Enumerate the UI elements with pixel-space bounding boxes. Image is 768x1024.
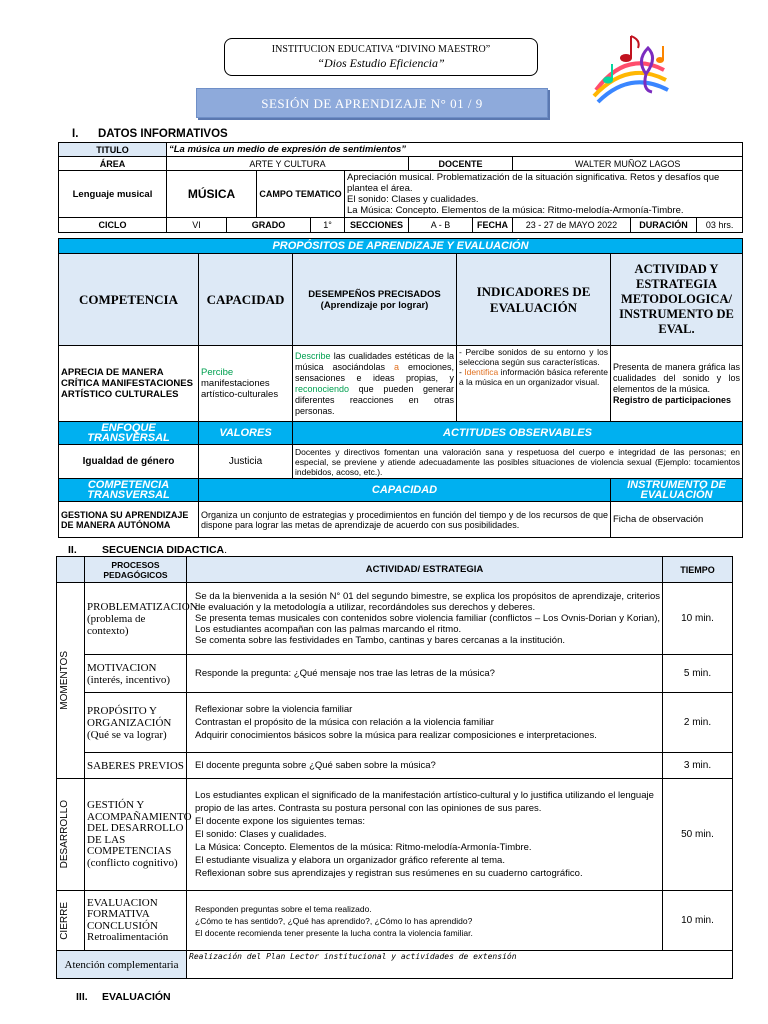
cierre-cell [57, 891, 85, 951]
comp-trans-value: GESTIONA SU APRENDIZAJE DE MANERA AUTÓNOMA [59, 502, 199, 538]
capacidad-bar: CAPACIDAD [199, 479, 611, 502]
tiempo-gestion: 50 min. [663, 779, 733, 891]
secciones-label: SECCIONES [345, 218, 409, 233]
proceso-sub: Retroalimentación [87, 931, 169, 943]
desempeno-verb-2: reconociendo [295, 383, 350, 394]
h-procesos: PROCESOS PEDAGÓGICOS [85, 557, 187, 583]
actividad-line: Responden preguntas sobre el tema realizado. [195, 903, 372, 914]
grado-value: 1° [311, 218, 345, 233]
desempeno-a: a [393, 361, 399, 372]
tiempo-problematizacion: 10 min. [663, 583, 733, 655]
tiempo-evaluacion: 10 min. [663, 891, 733, 951]
atencion-text: Realización del Plan Lector institucional y actividades de extensión [187, 951, 733, 979]
ciclo-value: VI [167, 218, 227, 233]
section-1-number: I. [72, 128, 79, 140]
actividad-line: Responde la pregunta: ¿Qué mensaje nos trae las letras de la música? [195, 668, 495, 679]
section-2-title: SECUENCIA DIDACTICA [102, 544, 225, 556]
campo-tematico-label: CAMPO TEMATICO [257, 171, 345, 218]
comp-trans-bar: COMPETENCIA TRANSVERSAL [59, 479, 199, 502]
actividad-line: El docente pregunta sobre ¿Qué saben sobre la música? [195, 760, 436, 771]
momentos-cell [57, 583, 85, 779]
instrumento-trans-value: Ficha de observación [611, 502, 743, 538]
atencion-label: Atención complementaria [57, 951, 187, 979]
duracion-label: DURACIÓN [631, 218, 697, 233]
grado-label: GRADO [227, 218, 311, 233]
actitud-value: Docentes y directivos fomentan una valoración sana y respetuosa del cuerpo e integridad de las personas; en especial, se previene y atiende adecuadamente las posibles situaciones de violencia sexual (Ejemplo: tocamientos indebidos, acoso, etc.). [293, 445, 743, 479]
music-notes-logo [586, 30, 672, 110]
fecha-value: 23 - 27 de MAYO 2022 [513, 218, 631, 233]
propositos-bar: PROPÓSITOS DE APRENDIZAJE Y EVALUACIÓN [59, 239, 743, 254]
section-3-title: EVALUACIÓN [102, 991, 171, 1003]
actividad-saberes [187, 753, 663, 779]
campo-line: La Música: Concepto. Elementos de la música: Ritmo-melodía-Armonía-Timbre. [347, 205, 684, 216]
tiempo-saberes: 3 min. [663, 753, 733, 779]
proceso-gestion [85, 779, 192, 891]
propositos-table [58, 238, 743, 538]
indicador-1-text: Percibe sonidos de su entorno y los selecciona según sus características. [459, 347, 608, 367]
actividad-line: Los estudiantes explican el significado de la manifestación artístico-cultural y lo justifica utilizando el lenguaje propio de las artes. Contrasta su postura personal con las opiniones de sus pares. [195, 790, 654, 814]
tiempo-proposito: 2 min. [663, 693, 733, 753]
h-desempenos-sub: (Aprendizaje por lograr) [320, 299, 429, 311]
proceso-title: MOTIVACION [87, 661, 157, 674]
campo-line: El sonido: Clases y cualidades. [347, 194, 479, 205]
enfoque-bar: ENFOQUE TRANSVERSAL [59, 422, 199, 445]
actividad-line: Se da la bienvenida a la sesión N° 01 del segundo bimestre, se explica los propósitos de aprendizaje, criterios de evaluación y la metodología a utilizar, recordándoles sus derechos y deberes. [195, 591, 660, 613]
secciones-value: A - B [409, 218, 473, 233]
proceso-title: EVALUACION FORMATIVA CONCLUSIÓN [87, 896, 158, 932]
proceso-sub: (problema de contexto) [87, 612, 146, 637]
duracion-value: 03 hrs. [697, 218, 743, 233]
desempeno-value [293, 346, 457, 422]
actividad-line: Reflexionan sobre sus aprendizajes y registran sus resúmenes en su cuaderno cartográfico. [195, 868, 583, 879]
docente-value: WALTER MUÑOZ LAGOS [513, 157, 743, 171]
fecha-label: FECHA [473, 218, 513, 233]
ciclo-label: CICLO [59, 218, 167, 233]
desempeno-text-3: que pueden generar diferentes reacciones en otras personas. [295, 383, 454, 416]
titulo-label: TITULO [59, 143, 167, 157]
proceso-sub: (interés, incentivo) [87, 673, 171, 686]
session-title-banner: SESIÓN DE APRENDIZAJE N° 01 / 9 [196, 88, 548, 118]
h-actividad: ACTIVIDAD Y ESTRATEGIA METODOLOGICA/ INSTRUMENTO DE EVAL. [611, 254, 743, 346]
desarrollo-label: DESARROLLO [59, 800, 70, 869]
datos-informativos-table [58, 142, 743, 233]
actividad-line: Se presenta temas musicales con contenidos sobre violencia familiar (conflictos – Los Ovnis-Dorian y Korian), Los estudiantes acompañan con las palmas marcando el ritmo. [195, 613, 660, 635]
section-1-title: DATOS INFORMATIVOS [98, 128, 228, 140]
valores-bar: VALORES [199, 422, 293, 445]
section-1-heading [72, 128, 228, 140]
actividad-value [611, 346, 743, 422]
proceso-sub: (Qué se va lograr) [87, 728, 167, 741]
campo-line: Apreciación musical. Problematización de la situación significativa. Retos y desafíos que plantea el área. [347, 172, 720, 194]
valor-value: Justicia [199, 445, 293, 479]
campo-tematico-value [345, 171, 743, 218]
proceso-title: PROPÓSITO Y ORGANIZACIÓN [87, 704, 172, 729]
actividad-line: El sonido: Clases y cualidades. [195, 829, 327, 840]
proceso-sub: (conflicto cognitivo) [87, 856, 178, 869]
actividad-line: El docente expone los siguientes temas: [195, 816, 366, 827]
institution-motto: “Dios Estudio Eficiencia” [317, 56, 445, 70]
lenguaje-musical: Lenguaje musical [59, 171, 167, 218]
h-actividad-estrategia: ACTIVIDAD/ ESTRATEGIA [187, 557, 663, 583]
docente-label: DOCENTE [409, 157, 513, 171]
actividad-text: Presenta de manera gráfica las cualidades del sonido y los elementos de la música. [613, 361, 741, 394]
actividad-line: El docente recomienda tener presente la lucha contra la violencia familiar. [195, 927, 473, 938]
h-indicadores: INDICADORES DE EVALUACIÓN [457, 254, 611, 346]
proceso-evaluacion [85, 891, 187, 951]
indicador-2-verb: Identifica [464, 367, 499, 377]
actividad-gestion [187, 779, 663, 891]
tiempo-motivacion: 5 min. [663, 655, 733, 693]
cierre-label: CIERRE [59, 901, 70, 940]
institution-box [224, 38, 538, 76]
desarrollo-cell [57, 779, 85, 891]
section-2-heading [68, 544, 227, 556]
enfoque-value: Igualdad de género [59, 445, 199, 479]
actividad-line: Adquirir conocimientos básicos sobre la música para realizar composiciones e interpretaciones. [195, 730, 597, 741]
proceso-problematizacion [85, 583, 198, 655]
indicador-2-text: información básica referente a la música en un organizador visual. [459, 367, 608, 387]
actividad-line: ¿Cómo te has sentido?, ¿Qué has aprendido?, ¿Cómo lo has aprendido? [195, 915, 473, 926]
h-competencia: COMPETENCIA [59, 254, 199, 346]
actividad-evaluacion [187, 891, 663, 951]
section-3-heading [76, 991, 171, 1003]
proceso-motivacion [85, 655, 187, 693]
area-label: ÁREA [59, 157, 167, 171]
section-3-number: III. [76, 991, 88, 1003]
secuencia-table [56, 556, 733, 979]
desempeno-text-2: emociones, sensaciones e ideas propias, y [295, 361, 454, 383]
proceso-title: GESTIÓN Y ACOMPAÑAMIENTO DEL DESARROLLO DE LAS COMPETENCIAS [87, 799, 192, 857]
actitudes-bar: ACTITUDES OBSERVABLES [293, 422, 743, 445]
musica-label: MÚSICA [167, 171, 257, 218]
indicador-2: - Identifica información básica referente a la música en un organizador visual. [459, 367, 608, 387]
actividad-proposito [187, 693, 663, 753]
proceso-proposito [85, 693, 187, 753]
h-desempenos-title: DESEMPEÑOS PRECISADOS [308, 288, 441, 300]
capacidad-trans-value: Organiza un conjunto de estrategias y procedimientos en función del tiempo y de los recursos de que dispone para lograr las metas de aprendizaje de acuerdo con sus posibilidades. [199, 502, 611, 538]
indicadores-value [457, 346, 611, 422]
desempeno-text-1: las cualidades estéticas de la música asociándolas [295, 350, 454, 372]
proceso-title: PROBLEMATIZACION [87, 600, 198, 613]
instrumento-bar: INSTRUMENTO DE EVALUACIÓN [611, 479, 743, 502]
instrumento-text: Registro de participaciones [613, 394, 732, 405]
titulo-value: “La música un medio de expresión de sentimientos” [167, 143, 743, 157]
section-2-dot: . [224, 544, 228, 556]
capacidad-verb: Percibe [201, 367, 234, 378]
actividad-line: La Música: Concepto. Elementos de la música: Ritmo-melodía-Armonía-Timbre. [195, 842, 532, 853]
indicador-1: - Percibe sonidos de su entorno y los selecciona según sus características. [459, 347, 608, 367]
h-tiempo: TIEMPO [663, 557, 733, 583]
capacidad-rest: manifestaciones artístico-culturales [201, 378, 279, 400]
actividad-problematizacion [187, 583, 663, 655]
actividad-line: Se comenta sobre las festividades en Tambo, cantinas y bares cercanas a la institución. [195, 635, 565, 646]
institution-name: INSTITUCION EDUCATIVA “DIVINO MAESTRO” [271, 44, 491, 55]
actividad-line: El estudiante visualiza y elabora un organizador gráfico referente al tema. [195, 855, 505, 866]
proceso-saberes [85, 753, 187, 779]
desempeno-verb-1: Describe [295, 350, 331, 361]
actividad-line: Contrastan el propósito de la música con relación a la violencia familiar [195, 717, 494, 728]
momentos-label: MOMENTOS [59, 651, 70, 710]
capacidad-value [199, 346, 293, 422]
competencia-value: APRECIA DE MANERA CRÍTICA MANIFESTACIONES ARTÍSTICO CULTURALES [59, 346, 199, 422]
actividad-motivacion [187, 655, 663, 693]
h-desempenos [293, 254, 457, 346]
proceso-title: SABERES PREVIOS [87, 759, 184, 772]
corner-cell [57, 557, 85, 583]
h-capacidad: CAPACIDAD [199, 254, 293, 346]
section-2-number: II. [68, 544, 77, 556]
area-value: ARTE Y CULTURA [167, 157, 409, 171]
actividad-line: Reflexionar sobre la violencia familiar [195, 704, 353, 715]
